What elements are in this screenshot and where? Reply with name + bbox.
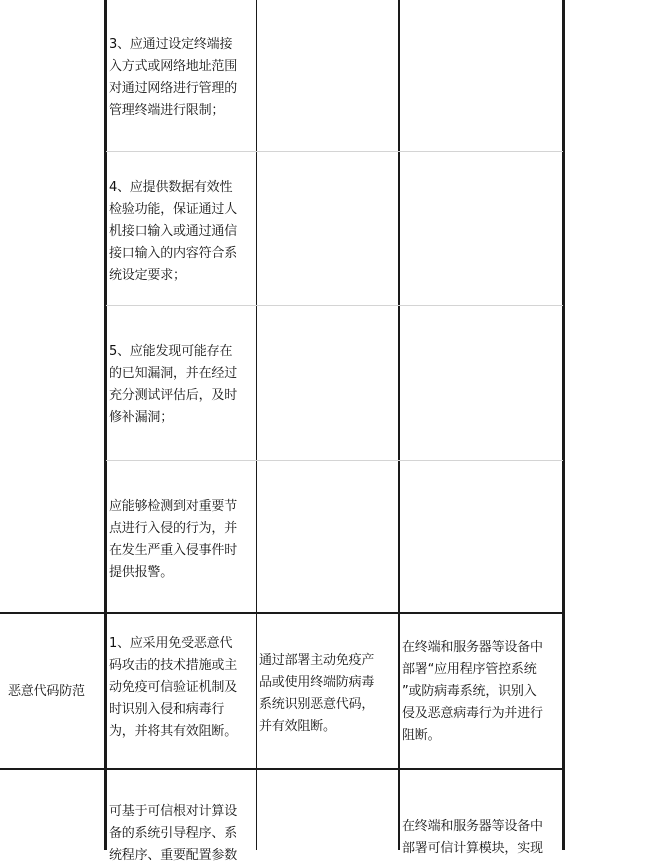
table-cell-requirement: 1、应采用免受恶意代 码攻击的技术措施或主 动免疫可信验证机制及 时识别入侵和病毒行 为，并将其有效阻断。 <box>109 636 238 739</box>
table-cell-requirement: 5、应能发现可能存在 的已知漏洞，并在经过 充分测试评估后，及时 修补漏洞； <box>109 344 238 425</box>
table-cell-implementation: 在终端和服务器等设备中 部署可信计算模块，实现 <box>402 819 543 856</box>
row-divider <box>106 305 563 306</box>
table-cell-requirement: 4、应提供数据有效性 检验功能，保证通过人 机接口输入或通过通信 接口输入的内容符合系 统设定要求； <box>109 180 238 283</box>
table-cell-requirement: 3、应通过设定终端接 入方式或网络地址范围 对通过网络进行管理的 管理终端进行限制； <box>109 37 238 118</box>
column-divider <box>104 0 107 850</box>
table-cell-requirement: 可基于可信根对计算设 备的系统引导程序、系 统程序、重要配置参数 <box>109 804 238 863</box>
row-divider <box>106 460 563 461</box>
table-cell-category: 恶意代码防范 <box>8 684 85 699</box>
row-divider <box>106 151 563 152</box>
row-divider <box>0 612 565 614</box>
table-cell-implementation: 在终端和服务器等设备中 部署“应用程序管控系统 ”或防病毒系统，识别入 侵及恶意病毒行为并进行 阻断。 <box>402 640 543 743</box>
row-divider <box>0 768 565 770</box>
table-cell-requirement: 应能够检测到对重要节 点进行入侵的行为，并 在发生严重入侵事件时 提供报警。 <box>109 499 238 580</box>
table-cell-measure: 通过部署主动免疫产 品或使用终端防病毒 系统识别恶意代码， 并有效阻断。 <box>259 653 375 734</box>
